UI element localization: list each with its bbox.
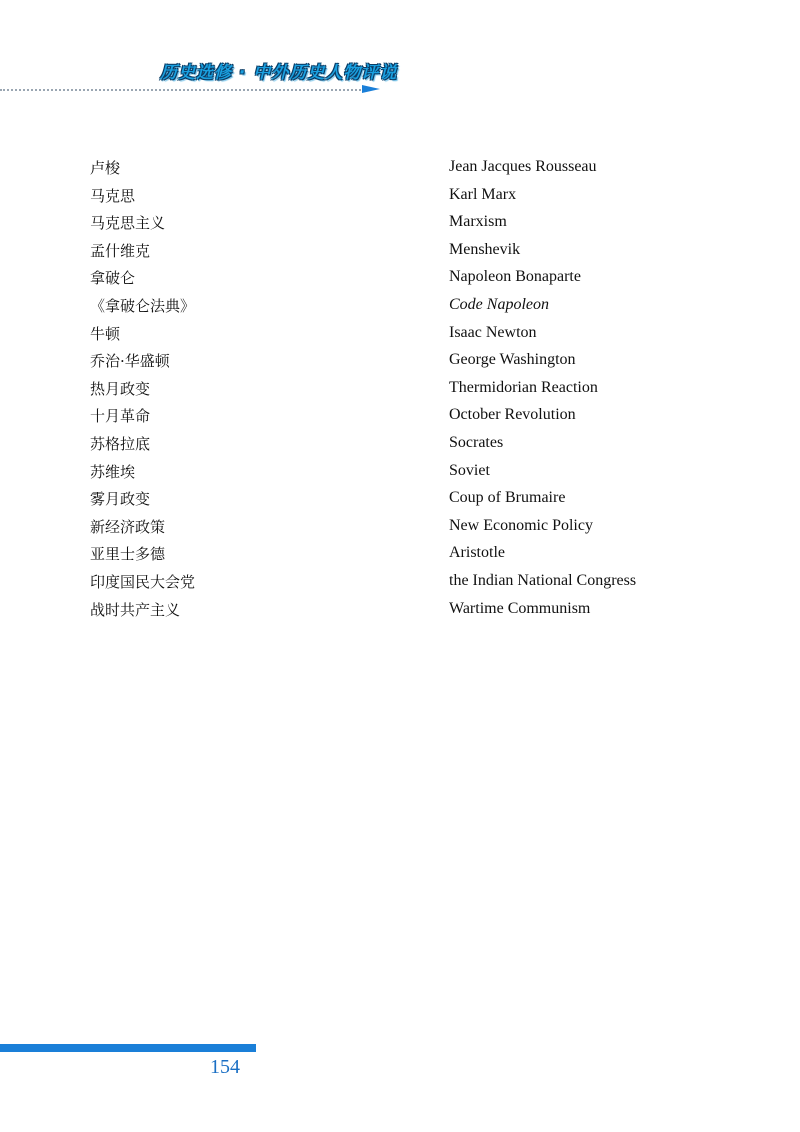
- term-chinese: 印度国民大会党: [90, 572, 196, 591]
- term-english: Karl Marx: [449, 185, 517, 203]
- term-chinese: 牛顿: [90, 324, 121, 343]
- term-chinese: 拿破仑: [90, 269, 136, 288]
- term-chinese: 马克思主义: [90, 214, 166, 233]
- term-english: Socrates: [449, 433, 504, 451]
- term-english: Menshevik: [449, 240, 521, 258]
- page-number: 154: [210, 1056, 240, 1078]
- glossary-row: [90, 157, 710, 185]
- glossary-row: [90, 433, 710, 461]
- arrow-icon: [362, 85, 380, 93]
- glossary-row: [90, 378, 710, 406]
- glossary-row: [90, 240, 710, 268]
- glossary-row: [90, 185, 710, 213]
- header-dotted-rule: [0, 89, 368, 91]
- glossary-row: [90, 323, 710, 351]
- glossary-row: [90, 212, 710, 240]
- glossary-row: [90, 571, 710, 599]
- footer-bar: [0, 1044, 256, 1052]
- glossary-row: [90, 350, 710, 378]
- term-chinese: 战时共产主义: [90, 600, 181, 619]
- term-english: Coup of Brumaire: [449, 489, 566, 507]
- glossary-row: [90, 461, 710, 489]
- term-english: Jean Jacques Rousseau: [449, 158, 597, 175]
- term-chinese: 乔治·华盛顿: [90, 352, 170, 371]
- term-english: October Revolution: [449, 406, 576, 424]
- term-chinese: 苏格拉底: [90, 434, 151, 453]
- term-english: Soviet: [449, 461, 490, 479]
- glossary-row: [90, 295, 710, 323]
- glossary-row: [90, 488, 710, 516]
- glossary-row: [90, 516, 710, 544]
- term-english: the Indian National Congress: [449, 571, 637, 589]
- glossary-row: [90, 405, 710, 433]
- term-english: Marxism: [449, 213, 507, 231]
- glossary-row: [90, 267, 710, 295]
- glossary-list: [90, 157, 710, 626]
- term-chinese: 《拿破仑法典》: [90, 296, 196, 315]
- term-english: George Washington: [449, 351, 576, 369]
- term-english: Thermidorian Reaction: [449, 378, 598, 396]
- term-chinese: 新经济政策: [90, 517, 166, 536]
- term-english: Napoleon Bonaparte: [449, 268, 581, 286]
- glossary-row: [90, 599, 710, 627]
- term-english: New Economic Policy: [449, 516, 593, 534]
- term-chinese: 马克思: [90, 186, 136, 205]
- term-chinese: 热月政变: [90, 379, 151, 398]
- term-english: Aristotle: [449, 544, 505, 562]
- term-english: Code Napoleon: [449, 295, 549, 313]
- term-chinese: 孟什维克: [90, 241, 151, 260]
- term-chinese: 雾月政变: [90, 490, 151, 509]
- term-chinese: 苏维埃: [90, 462, 136, 481]
- term-english: Isaac Newton: [449, 323, 537, 341]
- glossary-row: [90, 543, 710, 571]
- header-title: 历史选修 · 中外历史人物评说: [160, 63, 398, 83]
- term-chinese: 十月革命: [90, 407, 151, 426]
- term-english: Wartime Communism: [449, 599, 591, 617]
- term-chinese: 亚里士多德: [90, 545, 166, 564]
- term-chinese: 卢梭: [90, 159, 121, 177]
